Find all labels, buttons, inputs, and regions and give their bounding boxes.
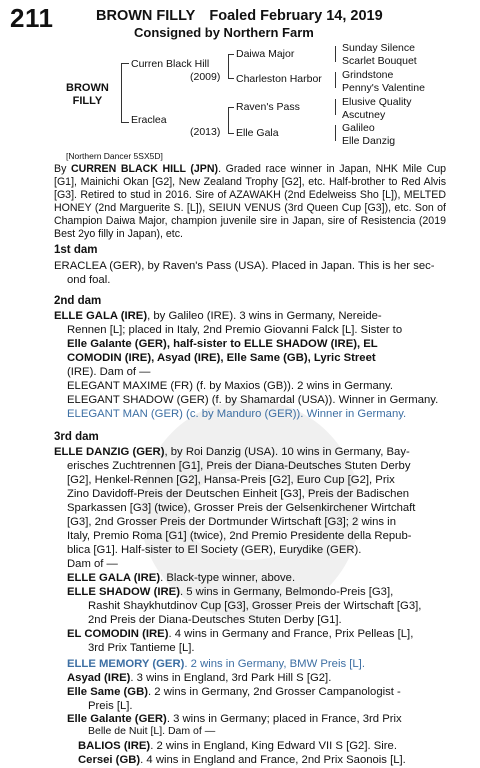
first-dam-line: ERACLEA (GER), by Raven's Pass (USA). Placed in Japan. This is her sec- (54, 260, 435, 272)
sire-paragraph (54, 163, 446, 241)
offspring-name: ELLE MEMORY (GER) (67, 658, 185, 670)
ddd-name: Elle Danzig (342, 135, 396, 147)
foaled-date: Foaled February 14, 2019 (209, 8, 383, 24)
offspring-record (67, 685, 401, 700)
offspring-name: EL COMODIN (IRE) (67, 628, 169, 640)
offspring-record (67, 585, 393, 600)
second-dam-line (54, 309, 382, 324)
subject-line-2: FILLY (72, 95, 103, 107)
third-dam-line: erisches Zuchtrennen [G1], Preis der Diana-Deutsches Stuten Derby (67, 460, 411, 472)
pedigree-subject (66, 82, 109, 108)
consignor: Consigned by Northern Farm (134, 25, 314, 40)
bracket-sire-top (228, 54, 234, 55)
bracket-sire (228, 54, 229, 79)
second-dam-line: Elle Galante (GER), half-sister to ELLE SHADOW (IRE), EL (67, 338, 378, 350)
third-dam-line: Italy, Premio Roma [G1] (twice), 2nd Premio Presidente della Repub- (67, 530, 412, 542)
third-dam-line (54, 445, 410, 460)
first-dam-heading: 1st dam (54, 244, 98, 256)
offspring-name: Elle Galante (GER) (67, 713, 167, 725)
bracket-subject (121, 63, 122, 123)
third-dam-line: Sparkassen [G3] (twice), Grosser Preis der Gelsenkirchener Wirtchaft (67, 502, 416, 514)
sex-label: BROWN FILLY (96, 8, 196, 24)
dsd-name: Ascutney (342, 109, 386, 121)
dam-name-highlight: ELLE DANZIG (GER) (54, 446, 165, 458)
bracket-dd (335, 125, 336, 141)
bracket-subject-bottom (121, 122, 129, 123)
offspring-desc: . 2 wins in England, King Edward VII S [G2]. Sire. (150, 740, 397, 752)
sss-name: Sunday Silence (342, 42, 415, 54)
bracket-ds (335, 99, 336, 115)
third-dam-line: [G3], 2nd Grosser Preis der Dortmunder Wirtschaft [G3]; 2 wins in (67, 516, 396, 528)
sire-dam: Charleston Harbor (236, 73, 322, 85)
offspring-cont: Preis [L]. (88, 700, 133, 712)
first-dam-line: ond foal. (67, 274, 111, 286)
bracket-ss (335, 46, 336, 62)
bracket-sire-bottom (228, 78, 234, 79)
sire-by: By (54, 163, 71, 175)
dam-desc: , by Galileo (IRE). 3 wins in Germany, Nereide- (147, 310, 382, 322)
dam-desc: , by Roi Danzig (USA). 10 wins in Germany, Bay- (164, 446, 410, 458)
bracket-dam (228, 107, 229, 134)
grand-offspring-record (78, 753, 406, 768)
second-dam-line: (IRE). Dam of — (67, 366, 151, 378)
bracket-dam-bottom (228, 133, 234, 134)
bracket-sd (335, 72, 336, 88)
second-dam-heading: 2nd dam (54, 295, 102, 307)
sdd-name: Penny's Valentine (342, 82, 425, 94)
sire-sire: Daiwa Major (236, 48, 295, 60)
offspring-name: Cersei (GB) (78, 754, 141, 766)
sds-name: Grindstone (342, 69, 394, 81)
offspring-desc: . 2 wins in Germany, 2nd Grosser Campanologist - (148, 686, 401, 698)
dam-name-highlight: ELLE GALA (IRE) (54, 310, 148, 322)
dds-name: Galileo (342, 122, 375, 134)
sire-text: . Graded race winner in Japan, NHK Mile Cup [G1], Mainichi Okan [G2], New Zealand Trophy [G2], etc. Half-brother to Red Alvis [G3]. Retired to stud in 2016. Sire of AZAWAKH (2nd Edelweiss Sho [L]), MELTED HONEY (2nd Marguerite S. [L]), SEIUN VENUS (3rd Queen Cup [G3]), etc. Son of Champion Daiwa Major, champion juvenile sire in Japan, sire of Resistencia (2019 Best 2yo filly in Japan), etc. (54, 163, 446, 240)
dam-year: (2013) (190, 126, 221, 138)
grand-offspring-record (78, 739, 397, 754)
sire-year: (2009) (190, 71, 221, 83)
dam-name: Eraclea (131, 114, 167, 126)
offspring-cont: Rashit Shaykhutdinov Cup [G3], Grosser Preis der Wirtschaft [G3], (88, 600, 422, 612)
sire-highlight: CURREN BLACK HILL (JPN) (70, 163, 219, 175)
offspring-desc: . 3 wins in England, 3rd Park Hill S [G2]. (130, 672, 332, 684)
offspring-cont (88, 725, 215, 738)
offspring-desc: . 5 wins in Germany, Belmondo-Preis [G3], (179, 586, 394, 598)
offspring-name: BALIOS (IRE) (78, 740, 151, 752)
bracket-subject-top (121, 63, 129, 64)
offspring-record-update (67, 657, 365, 672)
ssd-name: Scarlet Bouquet (342, 55, 417, 67)
offspring-name: ELLE GALA (IRE) (67, 572, 161, 584)
offspring-desc: . Black-type winner, above. (160, 572, 296, 584)
inbreeding-note: [Northern Dancer 5SX5D] (66, 151, 163, 161)
dss-name: Elusive Quality (342, 96, 412, 108)
dam-dam: Elle Gala (236, 127, 279, 139)
offspring-cont: 2nd Preis der Diana-Deutsches Stuten Derby [G1]. (88, 614, 342, 626)
dam-sire: Raven's Pass (236, 101, 300, 113)
bracket-dam-top (228, 107, 234, 108)
third-dam-line: Dam of — (67, 558, 118, 570)
third-dam-line: Zino Davidoff-Preis der Deutschen Einheit [G3], Preis der Badischen (67, 488, 410, 500)
offspring-desc: . 2 wins in Germany, BMW Preis [L]. (184, 658, 365, 670)
produce-record: ELEGANT MAXIME (FR) (f. by Maxios (GB)). 2 wins in Germany. (67, 380, 393, 392)
subject-line-1: BROWN (66, 82, 109, 94)
offspring-desc: . 4 wins in England and France, 2nd Prix Saonois [L]. (140, 754, 406, 766)
offspring-desc: . 3 wins in Germany; placed in France, 3rd Prix (166, 713, 402, 725)
offspring-record (67, 571, 295, 586)
lot-number: 211 (10, 3, 54, 33)
third-dam-line: [G2], Henkel-Rennen [G2], Hansa-Preis [G2], Euro Cup [G2], Prix (67, 474, 395, 486)
offspring-desc: . 4 wins in Germany and France, Prix Pelleas [L], (168, 628, 414, 640)
third-dam-heading: 3rd dam (54, 431, 99, 443)
offspring-desc: Belle de Nuit [L]. Dam of — (88, 725, 216, 737)
produce-record: ELEGANT SHADOW (GER) (f. by Shamardal (USA)). Winner in Germany. (67, 394, 439, 406)
offspring-record (67, 627, 413, 642)
offspring-name: ELLE SHADOW (IRE) (67, 586, 180, 598)
offspring-cont: 3rd Prix Tantieme [L]. (88, 642, 195, 654)
offspring-name: Elle Same (GB) (67, 686, 148, 698)
offspring-record (67, 671, 331, 686)
produce-record-update: ELEGANT MAN (GER) (c. by Manduro (GER)). Winner in Germany. (67, 408, 407, 420)
second-dam-line: COMODIN (IRE), Asyad (IRE), Elle Same (GB), Lyric Street (67, 352, 376, 364)
offspring-name: Asyad (IRE) (67, 672, 131, 684)
second-dam-line: Rennen [L]; placed in Italy, 2nd Premio Giovanni Falck [L]. Sister to (67, 324, 403, 336)
sire-name: Curren Black Hill (131, 58, 210, 70)
page-title (96, 8, 383, 24)
third-dam-line: blica [G1]. Half-sister to El Society (GER), Eurydike (GER). (67, 544, 362, 556)
